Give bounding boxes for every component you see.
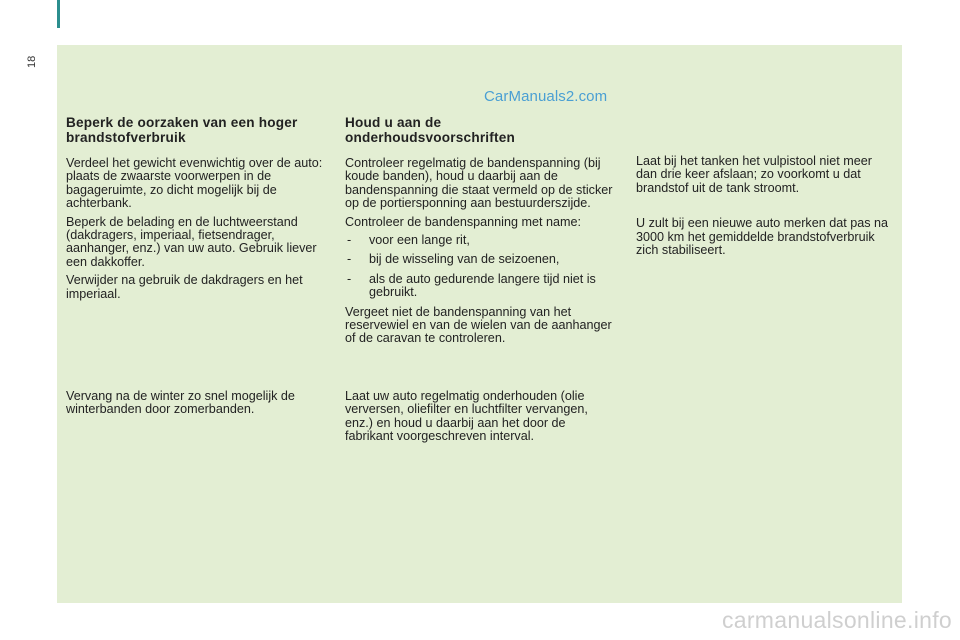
list-item: - als de auto gedurende langere tijd niet is gebruikt. [345, 273, 613, 300]
page-number: 18 [26, 55, 38, 68]
paragraph: U zult bij een nieuwe auto merken dat pas na 3000 km het gemiddelde brandstofverbruik zich stabiliseert. [636, 216, 889, 258]
column-maintenance [345, 116, 613, 351]
paragraph: Controleer regelmatig de bandenspanning (bij koude banden), houd u daarbij aan de bandenspanning die staat vermeld op de sticker op de portiersponning aan bestuurderszijde. [345, 156, 613, 211]
paragraph: Vervang na de winter zo snel mogelijk de winterbanden door zomerbanden. [66, 389, 295, 417]
heading-maintenance: Houd u aan de onderhoudsvoorschriften [345, 115, 516, 145]
column-fuel-consumption [66, 116, 328, 306]
tyre-check-list [345, 234, 613, 300]
page-accent-bar [57, 0, 60, 28]
watermark-bottom: carmanualsonline.info [721, 607, 952, 633]
paragraph: Verdeel het gewicht evenwichtig over de auto: plaats de zwaarste voorwerpen in de bagageruimte, zo dicht mogelijk bij de achterbank. [66, 156, 323, 211]
column-fuel-consumption-bottom [66, 390, 328, 422]
list-item: - voor een lange rit, [345, 234, 613, 247]
paragraph: Controleer de bandenspanning met name: [345, 214, 581, 229]
watermark-top: CarManuals2.com [484, 88, 608, 105]
column-refuelling [636, 155, 892, 262]
paragraph: Laat uw auto regelmatig onderhouden (olie verversen, oliefilter en luchtfilter vervangen, enz.) en houd u daarbij aan het door de fabrikant voorgeschreven interval. [345, 389, 588, 444]
paragraph: Verwijder na gebruik de dakdragers en het imperiaal. [66, 273, 303, 301]
paragraph: Vergeet niet de bandenspanning van het reservewiel en van de wielen van de aanhanger of de caravan te controleren. [345, 304, 612, 346]
heading-fuel-consumption: Beperk de oorzaken van een hoger brandstofverbruik [66, 115, 298, 145]
list-item: - bij de wisseling van de seizoenen, [345, 253, 613, 266]
paragraph: Laat bij het tanken het vulpistool niet meer dan drie keer afslaan; zo voorkomt u dat brandstof uit de tank stroomt. [636, 154, 872, 195]
paragraph: Beperk de belading en de luchtweerstand (dakdragers, imperiaal, fietsendrager, aanhanger, enz.) van uw auto. Gebruik liever een dakkoffer. [66, 214, 317, 269]
column-maintenance-bottom [345, 390, 613, 449]
